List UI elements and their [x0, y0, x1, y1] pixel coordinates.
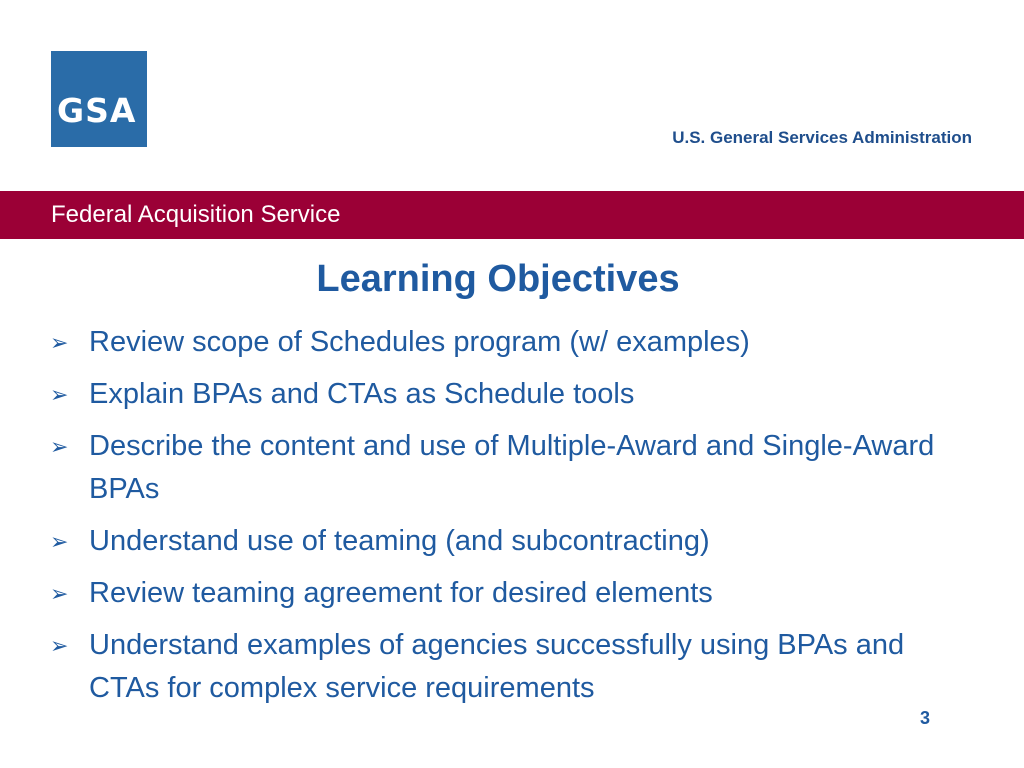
logo-text: GSA — [57, 91, 137, 130]
list-item-text: Explain BPAs and CTAs as Schedule tools — [89, 378, 635, 410]
arrow-bullet-icon: ➢ — [50, 581, 69, 606]
banner-text: Federal Acquisition Service — [51, 201, 341, 228]
list-item — [50, 425, 950, 511]
list-item-text: Review teaming agreement for desired elements — [89, 577, 713, 609]
list-item — [50, 572, 950, 615]
objectives-list — [50, 321, 950, 719]
list-item-text: Understand examples of agencies successfully using BPAs and CTAs for complex service requirements — [89, 629, 905, 704]
agency-name: U.S. General Services Administration — [672, 128, 972, 147]
list-item-text: Understand use of teaming (and subcontracting) — [89, 525, 710, 557]
list-item-text: Describe the content and use of Multiple-Award and Single-Award BPAs — [89, 430, 935, 505]
arrow-bullet-icon: ➢ — [50, 382, 69, 407]
list-item — [50, 520, 950, 563]
arrow-bullet-icon: ➢ — [50, 434, 69, 459]
list-item — [50, 373, 950, 416]
list-item — [50, 321, 950, 364]
gsa-logo — [51, 51, 147, 147]
arrow-bullet-icon: ➢ — [50, 633, 69, 658]
arrow-bullet-icon: ➢ — [50, 330, 69, 355]
slide-title: Learning Objectives — [316, 258, 680, 300]
list-item — [50, 624, 950, 710]
list-item-text: Review scope of Schedules program (w/ examples) — [89, 326, 750, 358]
service-banner — [0, 191, 1024, 239]
arrow-bullet-icon: ➢ — [50, 529, 69, 554]
page-number: 3 — [920, 708, 931, 728]
